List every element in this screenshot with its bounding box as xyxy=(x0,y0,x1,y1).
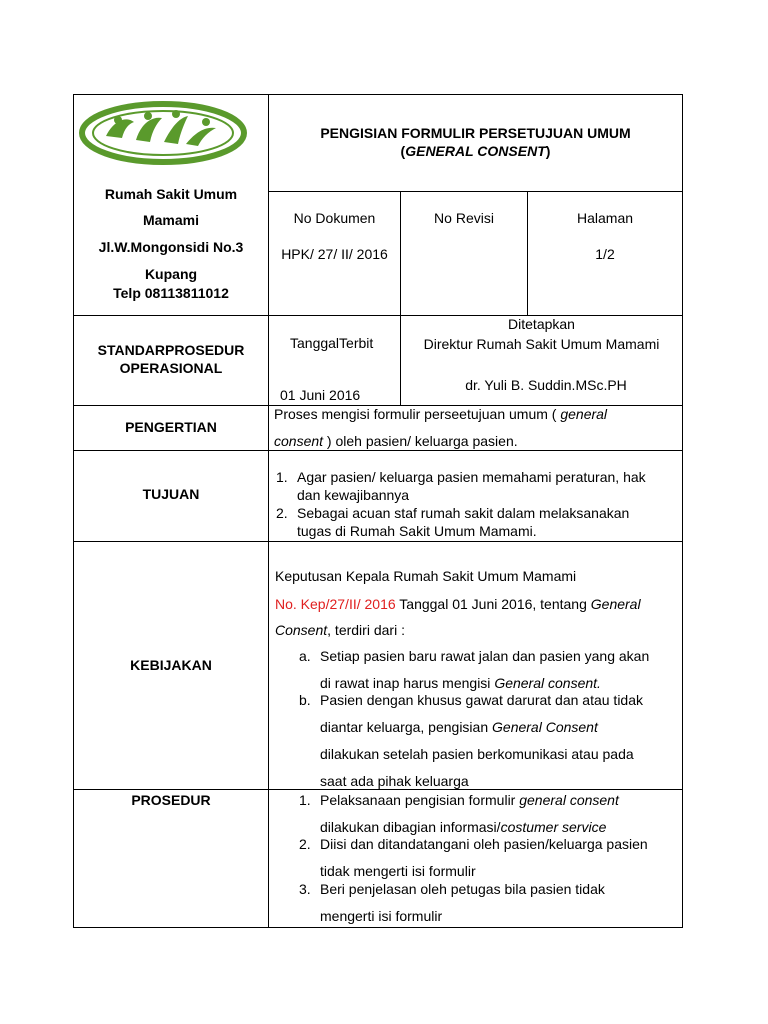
document-title-line1: PENGISIAN FORMULIR PERSETUJUAN UMUM xyxy=(320,125,631,141)
ditetapkan-label: Ditetapkan xyxy=(508,316,575,332)
pengertian-text-line1: Proses mengisi formulir perseetujuan umum ( general xyxy=(274,406,608,422)
kebijakan-intro-line2: No. Kep/27/II/ 2016 Tanggal 01 Juni 2016, tentang General xyxy=(275,596,641,612)
kebijakan-item-b-line3: dilakukan setelah pasien berkomunikasi atau pada xyxy=(320,746,634,762)
title-divider xyxy=(268,191,683,192)
prosedur-item-1-line2: dilakukan dibagian informasi/costumer service xyxy=(320,819,607,835)
row-line-4 xyxy=(73,541,683,542)
sop-label-line2: OPERASIONAL xyxy=(119,360,223,376)
prosedur-item-2-num: 2. xyxy=(299,836,311,852)
hospital-name-line1: Rumah Sakit Umum xyxy=(104,186,238,202)
no-dokumen-value: HPK/ 27/ II/ 2016 xyxy=(281,246,388,262)
kebijakan-intro-line1: Keputusan Kepala Rumah Sakit Umum Mamami xyxy=(275,568,577,584)
kebijakan-intro-line3: Consent, terdiri dari : xyxy=(275,622,405,638)
pengertian-label: PENGERTIAN xyxy=(125,419,217,435)
kebijakan-item-b-line2: diantar keluarga, pengisian General Consent xyxy=(320,719,598,735)
tujuan-item-1-line2: dan kewajibannya xyxy=(297,487,410,503)
kebijakan-item-b-line1: Pasien dengan khusus gawat darurat dan atau tidak xyxy=(320,692,644,708)
row-line-5 xyxy=(73,789,683,790)
no-revisi-label: No Revisi xyxy=(434,210,494,226)
prosedur-item-1-line1: Pelaksanaan pengisian formulir general consent xyxy=(320,792,619,808)
pengertian-text-line2: consent ) oleh pasien/ keluarga pasien. xyxy=(274,433,518,449)
tujuan-item-2-line1: Sebagai acuan staf rumah sakit dalam melaksanakan xyxy=(297,505,630,521)
hospital-phone: Telp 08113811012 xyxy=(113,285,229,301)
tujuan-item-1-num: 1. xyxy=(276,469,288,485)
prosedur-item-1-num: 1. xyxy=(299,792,311,808)
tujuan-item-2-line2: tugas di Rumah Sakit Umum Mamami. xyxy=(297,523,537,539)
hospital-address-line1: Jl.W.Mongonsidi No.3 xyxy=(98,239,244,255)
kebijakan-item-b-line4: saat ada pihak keluarga xyxy=(320,773,469,789)
prosedur-item-2-line1: Diisi dan ditandatangani oleh pasien/keluarga pasien xyxy=(320,836,648,852)
border-right xyxy=(682,94,683,928)
tujuan-label: TUJUAN xyxy=(142,486,200,502)
no-dokumen-label: No Dokumen xyxy=(293,210,376,226)
border-top xyxy=(73,94,683,95)
prosedur-item-3-num: 3. xyxy=(299,881,311,897)
halaman-value: 1/2 xyxy=(595,246,615,262)
tujuan-item-2-num: 2. xyxy=(276,505,288,521)
tanggal-terbit-label: TanggalTerbit xyxy=(290,335,374,351)
hospital-name-line2: Mamami xyxy=(142,212,200,228)
kebijakan-item-b-num: b. xyxy=(299,692,311,708)
kebijakan-item-a-line2: di rawat inap harus mengisi General consent. xyxy=(320,675,601,691)
hospital-logo xyxy=(78,100,264,166)
prosedur-item-3-line1: Beri penjelasan oleh petugas bila pasien tidak xyxy=(320,881,605,897)
prosedur-label: PROSEDUR xyxy=(131,792,211,808)
halaman-label: Halaman xyxy=(576,210,634,226)
sop-label-line1: STANDARPROSEDUR xyxy=(97,342,245,358)
hospital-address-line2: Kupang xyxy=(144,266,198,282)
kebijakan-item-a-num: a. xyxy=(299,648,311,664)
border-bottom xyxy=(73,927,683,928)
prosedur-item-3-line2: mengerti isi formulir xyxy=(320,908,443,924)
signer-name: dr. Yuli B. Suddin.MSc.PH xyxy=(465,377,627,393)
tujuan-item-1-line1: Agar pasien/ keluarga pasien memahami peraturan, hak xyxy=(297,469,646,485)
direktur-title: Direktur Rumah Sakit Umum Mamami xyxy=(423,336,660,352)
document-title-line2: (GENERAL CONSENT) xyxy=(400,143,551,159)
tanggal-terbit-value: 01 Juni 2016 xyxy=(280,387,361,403)
kebijakan-item-a-line1: Setiap pasien baru rawat jalan dan pasien yang akan xyxy=(320,648,650,664)
prosedur-item-2-line2: tidak mengerti isi formulir xyxy=(320,863,476,879)
kebijakan-label: KEBIJAKAN xyxy=(130,657,212,673)
row-line-3 xyxy=(73,450,683,451)
